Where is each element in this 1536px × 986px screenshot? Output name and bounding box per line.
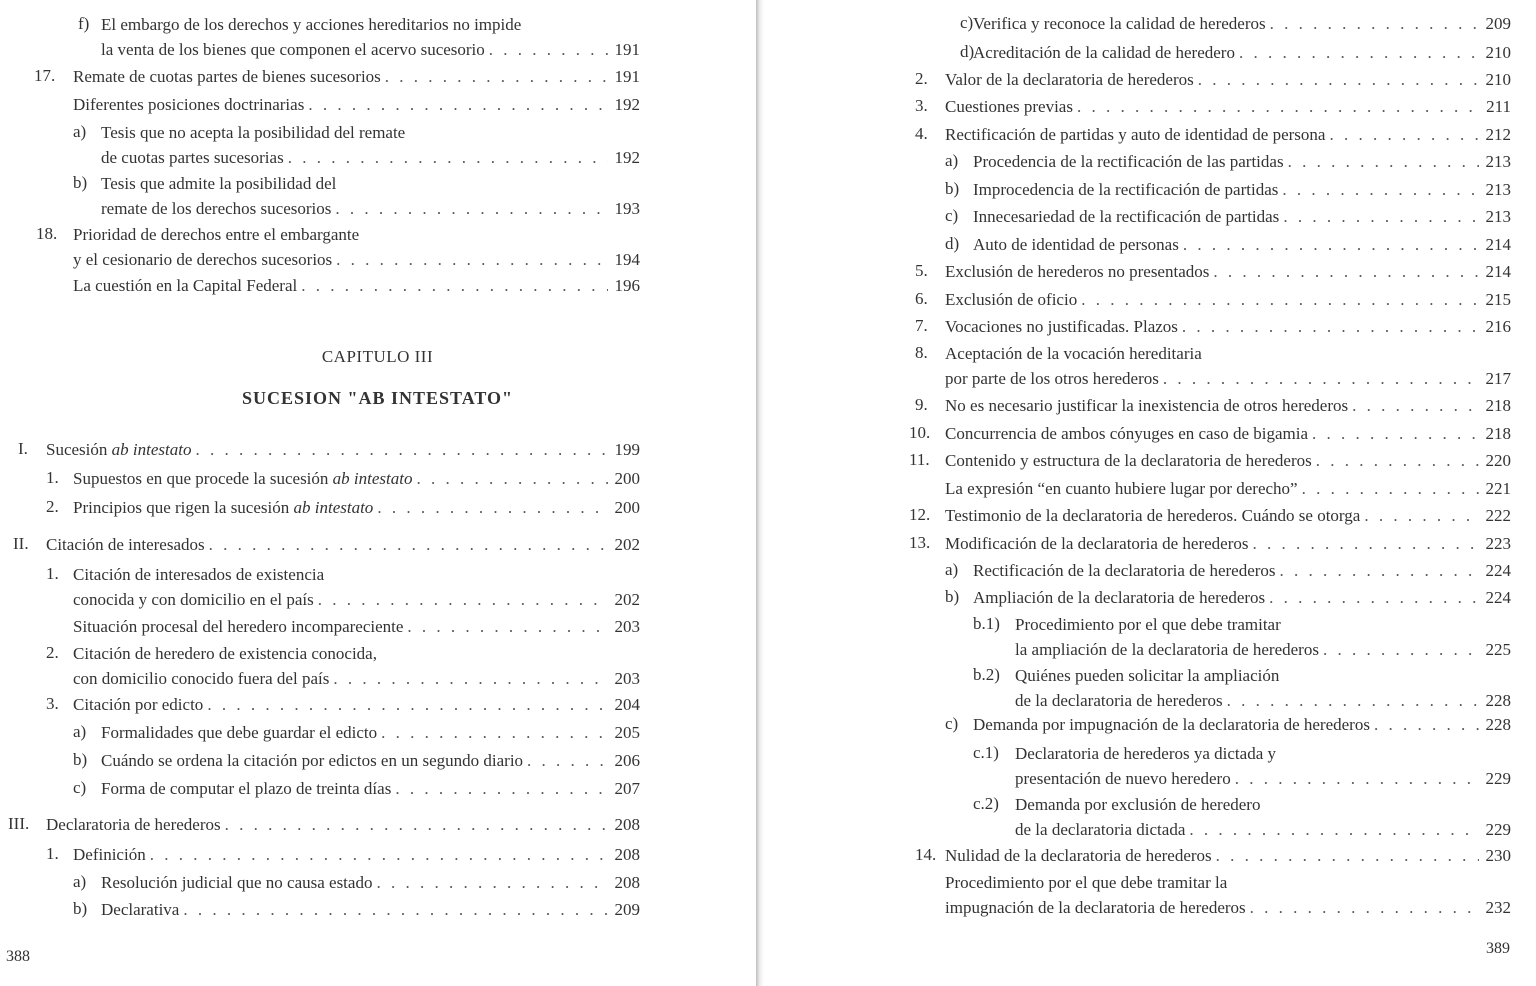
toc-page-number: 215 (1485, 290, 1511, 309)
dot-leader (288, 145, 608, 170)
toc-page-number: 192 (614, 148, 640, 167)
toc-entry-number: b) (945, 587, 960, 606)
toc-entry-number: c.2) (973, 794, 999, 813)
toc-entry (764, 476, 1536, 502)
toc-entry (0, 720, 755, 746)
toc-page-number: 223 (1485, 534, 1511, 553)
toc-entry-title (73, 466, 412, 491)
toc-entry-title: Quiénes pueden solicitar la ampliación (1015, 666, 1280, 685)
toc-entry-number: 3. (46, 694, 59, 713)
toc-entry (0, 273, 755, 299)
toc-entry-title: la ampliación de la declaratoria de herederos (1015, 640, 1319, 659)
dot-leader (1081, 287, 1479, 312)
toc-entry-number: b.1) (973, 614, 1000, 633)
toc-entry-number: c) (73, 778, 87, 797)
dot-leader (335, 196, 608, 221)
toc-entry-title: Nulidad de la declaratoria de herederos (945, 846, 1212, 865)
toc-entry (0, 748, 755, 774)
toc-page-number: 208 (614, 873, 640, 892)
toc-entry-number: 9. (915, 395, 928, 414)
toc-entry-number: 18. (36, 224, 58, 243)
toc-entry-number: b) (73, 899, 88, 918)
dot-leader (1374, 712, 1479, 737)
toc-entry-number: b) (945, 179, 960, 198)
toc-entry-title: Improcedencia de la rectificación de partidas (973, 180, 1279, 199)
toc-entry-title: Situación procesal del heredero incompareciente (73, 617, 404, 636)
toc-entry (764, 67, 1536, 93)
toc-entry-title: Forma de computar el plazo de treinta días (101, 779, 392, 798)
toc-entry-title: Prioridad de derechos entre el embargante (73, 225, 360, 244)
toc-page-number: 229 (1485, 820, 1511, 839)
toc-page-number: 205 (614, 723, 640, 742)
toc-entry-title: Procedimiento por el que debe tramitar (1015, 615, 1281, 634)
toc-entry-title: Procedimiento por el que debe tramitar la (945, 873, 1228, 892)
toc-entry (0, 120, 755, 172)
toc-entry-title: la venta de los bienes que componen el acervo sucesorio (101, 40, 485, 59)
dot-leader (195, 437, 608, 462)
toc-entry-title: Declaratoria de herederos ya dictada y (1015, 744, 1276, 763)
dot-leader (1302, 476, 1479, 501)
toc-entry-number: b.2) (973, 665, 1000, 684)
toc-entry-number: d) (960, 42, 975, 61)
dot-leader (1183, 232, 1479, 257)
toc-entry (764, 663, 1536, 715)
chapter-title: SUCESION "AB INTESTATO" (241, 388, 514, 408)
toc-entry (0, 532, 755, 558)
toc-entry-number: 6. (915, 289, 928, 308)
toc-entry-title: Declarativa (101, 900, 180, 919)
dot-leader (207, 692, 608, 717)
toc-entry-title: El embargo de los derechos y acciones hereditarios no impide (101, 15, 522, 34)
toc-entry (0, 692, 755, 718)
toc-entry-title: con domicilio conocido fuera del país (73, 669, 330, 688)
page-number: 388 (6, 948, 30, 965)
dot-leader (1316, 448, 1479, 473)
toc-entry-title-text: Supuestos en que procede la sucesión (73, 469, 333, 488)
toc-entry-title: de la declaratoria dictada (1015, 820, 1186, 839)
toc-entry (0, 614, 755, 640)
toc-page-number: 224 (1485, 561, 1511, 580)
toc-page-number: 217 (1485, 369, 1511, 388)
toc-entry-title: Rectificación de partidas y auto de identidad de persona (945, 125, 1326, 144)
toc-entry-title: Testimonio de la declaratoria de herederos. Cuándo se otorga (945, 506, 1361, 525)
toc-entry (0, 641, 755, 693)
dot-leader (1198, 67, 1479, 92)
right-page (764, 0, 1536, 986)
toc-entry-title: de cuotas partes sucesorias (101, 148, 284, 167)
toc-entry (764, 149, 1536, 175)
toc-entry-title-italic: ab intestato (293, 498, 374, 517)
toc-entry-title: La expresión “en cuanto hubiere lugar por derecho” (945, 479, 1298, 498)
toc-entry-title: Rectificación de la declaratoria de herederos (973, 561, 1276, 580)
toc-page-number: 196 (614, 276, 640, 295)
toc-entry-title: Citación de heredero de existencia conocida, (73, 644, 377, 663)
dot-leader (1283, 204, 1479, 229)
dot-leader (301, 273, 608, 298)
toc-entry-title: Vocaciones no justificadas. Plazos (945, 317, 1178, 336)
toc-page-number: 213 (1485, 180, 1511, 199)
toc-entry-title: remate de los derechos sucesorios (101, 199, 332, 218)
toc-page-number: 221 (1485, 479, 1511, 498)
toc-entry-title: y el cesionario de derechos sucesorios (73, 250, 333, 269)
dot-leader (407, 614, 608, 639)
toc-page-number: 225 (1485, 640, 1511, 659)
toc-entry (0, 842, 755, 868)
toc-entry-number: 1. (46, 844, 59, 863)
toc-page-number: 208 (614, 815, 640, 834)
dot-leader (381, 720, 608, 745)
toc-entry-title (46, 437, 191, 462)
toc-page-number: 208 (614, 845, 640, 864)
toc-page-number: 224 (1485, 588, 1511, 607)
toc-entry (764, 341, 1536, 393)
toc-entry (764, 558, 1536, 584)
toc-entry (764, 177, 1536, 203)
dot-leader (1250, 895, 1479, 920)
toc-entry-title: Aceptación de la vocación hereditaria (945, 344, 1202, 363)
toc-entry-number: 1. (46, 564, 59, 583)
toc-entry-number: a) (945, 151, 959, 170)
left-page (0, 0, 755, 986)
dot-leader (336, 247, 608, 272)
toc-entry (764, 421, 1536, 447)
toc-entry-number: 17. (34, 66, 56, 85)
toc-page-number: 202 (614, 590, 640, 609)
toc-page-number: 214 (1485, 262, 1511, 281)
toc-page-number: 199 (614, 440, 640, 459)
toc-entry-number: b) (73, 173, 88, 192)
dot-leader (395, 776, 608, 801)
toc-entry-title: Resolución judicial que no causa estado (101, 873, 373, 892)
dot-leader (1270, 11, 1479, 36)
toc-entry (764, 204, 1536, 230)
toc-page-number: 200 (614, 498, 640, 517)
toc-entry-title: Remate de cuotas partes de bienes sucesorios (73, 67, 381, 86)
toc-entry-title: Citación de interesados de existencia (73, 565, 325, 584)
toc-entry (0, 466, 755, 492)
toc-page-number: 213 (1485, 152, 1511, 171)
toc-entry-number: 13. (909, 533, 931, 552)
toc-entry-title: Procedencia de la rectificación de las partidas (973, 152, 1284, 171)
toc-entry-number: 8. (915, 343, 928, 362)
toc-entry (0, 870, 755, 896)
toc-entry (764, 314, 1536, 340)
chapter-label: CAPITULO III (321, 347, 434, 366)
toc-entry-title: Diferentes posiciones doctrinarias (73, 95, 305, 114)
dot-leader (385, 64, 608, 89)
toc-entry (764, 612, 1536, 664)
toc-entry-number: 2. (915, 69, 928, 88)
toc-entry-title-text: Principios que rigen la sucesión (73, 498, 294, 517)
toc-entry (764, 122, 1536, 148)
toc-entry-number: f) (78, 14, 90, 33)
toc-page-number: 203 (614, 617, 640, 636)
toc-entry-title: impugnación de la declaratoria de herederos (945, 898, 1246, 917)
toc-entry-number: c.1) (973, 743, 999, 762)
dot-leader (318, 587, 608, 612)
toc-entry-number: 3. (915, 96, 928, 115)
toc-page-number: 209 (1485, 14, 1511, 33)
toc-page-number: 222 (1485, 506, 1511, 525)
toc-page-number: 210 (1485, 43, 1511, 62)
dot-leader (489, 37, 608, 62)
toc-page-number: 218 (1485, 424, 1511, 443)
toc-entry-title-italic: ab intestato (111, 440, 192, 459)
dot-leader (225, 812, 608, 837)
toc-entry-title: Verifica y reconoce la calidad de herederos (973, 14, 1266, 33)
dot-leader (333, 666, 608, 691)
toc-entry-title: de la declaratoria de herederos (1015, 691, 1223, 710)
toc-entry-number: III. (8, 814, 30, 833)
toc-entry (764, 40, 1536, 66)
dot-leader (1288, 149, 1479, 174)
toc-page-number: 230 (1485, 846, 1511, 865)
toc-entry-number: a) (73, 872, 87, 891)
toc-entry (0, 812, 755, 838)
dot-leader (1189, 817, 1479, 842)
toc-entry-title: Auto de identidad de personas (973, 235, 1179, 254)
toc-entry (764, 792, 1536, 844)
toc-entry (0, 495, 755, 521)
dot-leader (527, 748, 608, 773)
toc-entry-title (73, 495, 373, 520)
dot-leader (1235, 766, 1479, 791)
toc-entry-title: Ampliación de la declaratoria de herederos (973, 588, 1266, 607)
toc-entry-number: 2. (46, 643, 59, 662)
toc-entry-title: presentación de nuevo heredero (1015, 769, 1231, 788)
toc-entry-number: 2. (46, 497, 59, 516)
dot-leader (150, 842, 608, 867)
toc-entry-number: c) (945, 206, 959, 225)
toc-entry-number: a) (73, 122, 87, 141)
dot-leader (376, 870, 608, 895)
toc-page-number: 232 (1485, 898, 1511, 917)
toc-entry-number: 12. (909, 505, 931, 524)
toc-entry (764, 259, 1536, 285)
toc-page-number: 200 (614, 469, 640, 488)
toc-entry-title: Citación por edicto (73, 695, 204, 714)
dot-leader (1077, 94, 1479, 119)
dot-leader (1163, 366, 1479, 391)
toc-entry (764, 531, 1536, 557)
toc-page-number: 210 (1485, 70, 1511, 89)
toc-entry-number: II. (13, 534, 29, 553)
toc-entry-number: c) (960, 13, 974, 32)
book-gutter (756, 0, 764, 986)
toc-page-number: 218 (1485, 396, 1511, 415)
toc-entry-number: 14. (915, 845, 937, 864)
toc-entry-title: Demanda por exclusión de heredero (1015, 795, 1261, 814)
toc-page-number: 216 (1485, 317, 1511, 336)
toc-entry-title: Concurrencia de ambos cónyuges en caso de bigamia (945, 424, 1309, 443)
dot-leader (209, 532, 608, 557)
toc-page-number: 209 (614, 900, 640, 919)
toc-entry (764, 585, 1536, 611)
dot-leader (1280, 558, 1479, 583)
toc-page-number: 191 (614, 40, 640, 59)
toc-entry-title: La cuestión en la Capital Federal (73, 276, 298, 295)
toc-entry (764, 232, 1536, 258)
toc-entry-number: b) (73, 750, 88, 769)
toc-page-number: 228 (1485, 691, 1511, 710)
toc-entry (764, 11, 1536, 37)
dot-leader (1227, 688, 1479, 713)
toc-entry (0, 222, 755, 274)
toc-entry-title: No es necesario justificar la inexistencia de otros herederos (945, 396, 1349, 415)
dot-leader (183, 897, 608, 922)
toc-page-number: 192 (614, 95, 640, 114)
toc-page-number: 191 (614, 67, 640, 86)
toc-entry (764, 503, 1536, 529)
dot-leader (1182, 314, 1479, 339)
toc-entry (0, 64, 755, 90)
dot-leader (416, 466, 608, 491)
toc-entry-title: por parte de los otros herederos (945, 369, 1159, 388)
toc-entry-number: d) (945, 234, 960, 253)
toc-entry (0, 12, 755, 64)
toc-entry-title: Contenido y estructura de la declaratoria de herederos (945, 451, 1312, 470)
toc-entry-title: conocida y con domicilio en el país (73, 590, 314, 609)
toc-entry (764, 870, 1536, 922)
toc-page-number: 194 (614, 250, 640, 269)
toc-entry (0, 437, 755, 463)
toc-page-number: 204 (614, 695, 640, 714)
toc-entry-title: Cuándo se ordena la citación por edictos en un segundo diario (101, 751, 524, 770)
toc-entry (764, 712, 1536, 738)
toc-entry (0, 562, 755, 614)
toc-entry-title: Formalidades que debe guardar el edicto (101, 723, 378, 742)
toc-entry (0, 897, 755, 923)
toc-page-number: 212 (1485, 125, 1511, 144)
toc-entry-number: 1. (46, 468, 59, 487)
toc-entry-title: Innecesariedad de la rectificación de partidas (973, 207, 1280, 226)
toc-page-number: 206 (614, 751, 640, 770)
toc-entry (764, 448, 1536, 474)
toc-page-number: 228 (1485, 715, 1511, 734)
toc-page-number: 203 (614, 669, 640, 688)
toc-entry-title: Citación de interesados (46, 535, 205, 554)
toc-entry-title: Declaratoria de herederos (46, 815, 221, 834)
toc-entry-title: Valor de la declaratoria de herederos (945, 70, 1194, 89)
toc-entry (0, 776, 755, 802)
page-number: 389 (1486, 940, 1510, 957)
toc-page-number: 193 (614, 199, 640, 218)
toc-entry-number: 10. (909, 423, 931, 442)
toc-entry-number: a) (73, 722, 87, 741)
toc-entry-number: 11. (909, 450, 930, 469)
dot-leader (1239, 40, 1479, 65)
toc-entry (764, 393, 1536, 419)
toc-entry-title: Demanda por impugnación de la declaratoria de herederos (973, 715, 1370, 734)
toc-page-number: 214 (1485, 235, 1511, 254)
dot-leader (1323, 637, 1479, 662)
toc-entry (0, 171, 755, 223)
toc-entry-title-italic: ab intestato (332, 469, 413, 488)
toc-entry-number: a) (945, 560, 959, 579)
toc-entry-title: Modificación de la declaratoria de herederos (945, 534, 1249, 553)
toc-entry (764, 741, 1536, 793)
toc-entry-number: 5. (915, 261, 928, 280)
dot-leader (1282, 177, 1479, 202)
toc-page-number: 202 (614, 535, 640, 554)
dot-leader (377, 495, 608, 520)
toc-entry-title: Tesis que admite la posibilidad del (101, 174, 337, 193)
toc-entry-number: I. (18, 439, 28, 458)
toc-page-number: 220 (1485, 451, 1511, 470)
toc-page-number: 229 (1485, 769, 1511, 788)
dot-leader (308, 92, 608, 117)
dot-leader (1312, 421, 1479, 446)
toc-entry-title: Acreditación de la calidad de heredero (973, 43, 1235, 62)
toc-entry-title: Definición (73, 845, 146, 864)
toc-entry-number: 7. (915, 316, 928, 335)
toc-entry-number: c) (945, 714, 959, 733)
toc-entry (764, 843, 1536, 869)
toc-entry-number: 4. (915, 124, 928, 143)
toc-page-number: 211 (1486, 97, 1511, 116)
toc-entry-title: Tesis que no acepta la posibilidad del remate (101, 123, 406, 142)
dot-leader (1364, 503, 1479, 528)
toc-page-number: 207 (614, 779, 640, 798)
toc-page-number: 213 (1485, 207, 1511, 226)
dot-leader (1269, 585, 1479, 610)
dot-leader (1253, 531, 1480, 556)
dot-leader (1352, 393, 1479, 418)
dot-leader (1329, 122, 1479, 147)
toc-entry-title: Exclusión de herederos no presentados (945, 262, 1210, 281)
dot-leader (1216, 843, 1479, 868)
toc-entry-title: Exclusión de oficio (945, 290, 1078, 309)
toc-entry-title: Cuestiones previas (945, 97, 1073, 116)
dot-leader (1213, 259, 1479, 284)
toc-entry (764, 287, 1536, 313)
toc-entry (764, 94, 1536, 120)
toc-entry-title-text: Sucesión (46, 440, 112, 459)
toc-entry (0, 92, 755, 118)
